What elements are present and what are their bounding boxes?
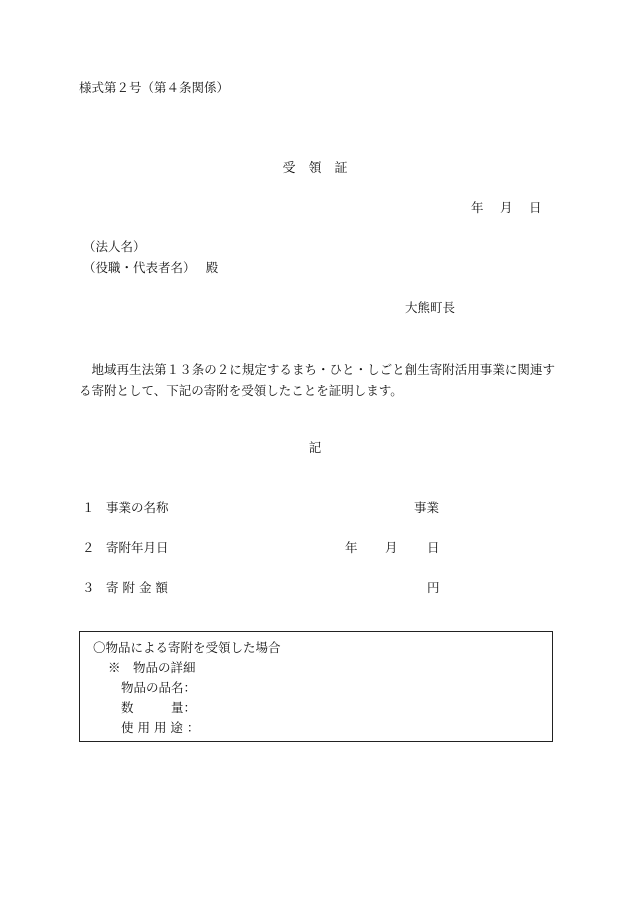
project-suffix: 事業 bbox=[414, 500, 440, 515]
goods-heading: 〇物品による寄附を受領した場合 bbox=[93, 640, 281, 655]
goods-donation-box bbox=[79, 631, 553, 742]
donation-date-day: 日 bbox=[427, 540, 440, 555]
certification-statement: 地域再生法第１３条の２に規定するまち・ひと・しごと創生寄附活用事業に関連する寄附として、下記の寄附を受領したことを証明します。 bbox=[79, 362, 555, 398]
form-number: 様式第２号（第４条関係） bbox=[79, 80, 230, 95]
item-number: ２ bbox=[82, 540, 95, 555]
goods-details-subheading: ※ 物品の詳細 bbox=[108, 660, 196, 675]
yen-suffix: 円 bbox=[427, 580, 440, 595]
representative-name-label: （役職・代表者名） 殿 bbox=[83, 260, 219, 275]
project-name-label: 事業の名称 bbox=[106, 500, 169, 515]
note-heading: 記 bbox=[308, 440, 322, 455]
item-number: ３ bbox=[82, 580, 95, 595]
donation-date-label: 寄附年月日 bbox=[106, 540, 169, 555]
issuer-mayor: 大熊町長 bbox=[405, 300, 456, 315]
donation-date-month: 月 bbox=[385, 540, 398, 555]
item-number: １ bbox=[82, 500, 95, 515]
donation-date-year: 年 bbox=[345, 540, 358, 555]
goods-quantity-label: 数 量： bbox=[121, 700, 197, 715]
donation-amount-label: 寄 附 金 額 bbox=[106, 580, 168, 595]
corporation-name-label: （法人名） bbox=[83, 239, 146, 254]
goods-item-name-label: 物品の品名： bbox=[121, 680, 197, 695]
issue-date-line: 年 月 日 bbox=[471, 200, 542, 215]
goods-usage-label: 使 用 用 途 ： bbox=[121, 720, 200, 735]
document-title: 受 領 証 bbox=[282, 161, 348, 176]
